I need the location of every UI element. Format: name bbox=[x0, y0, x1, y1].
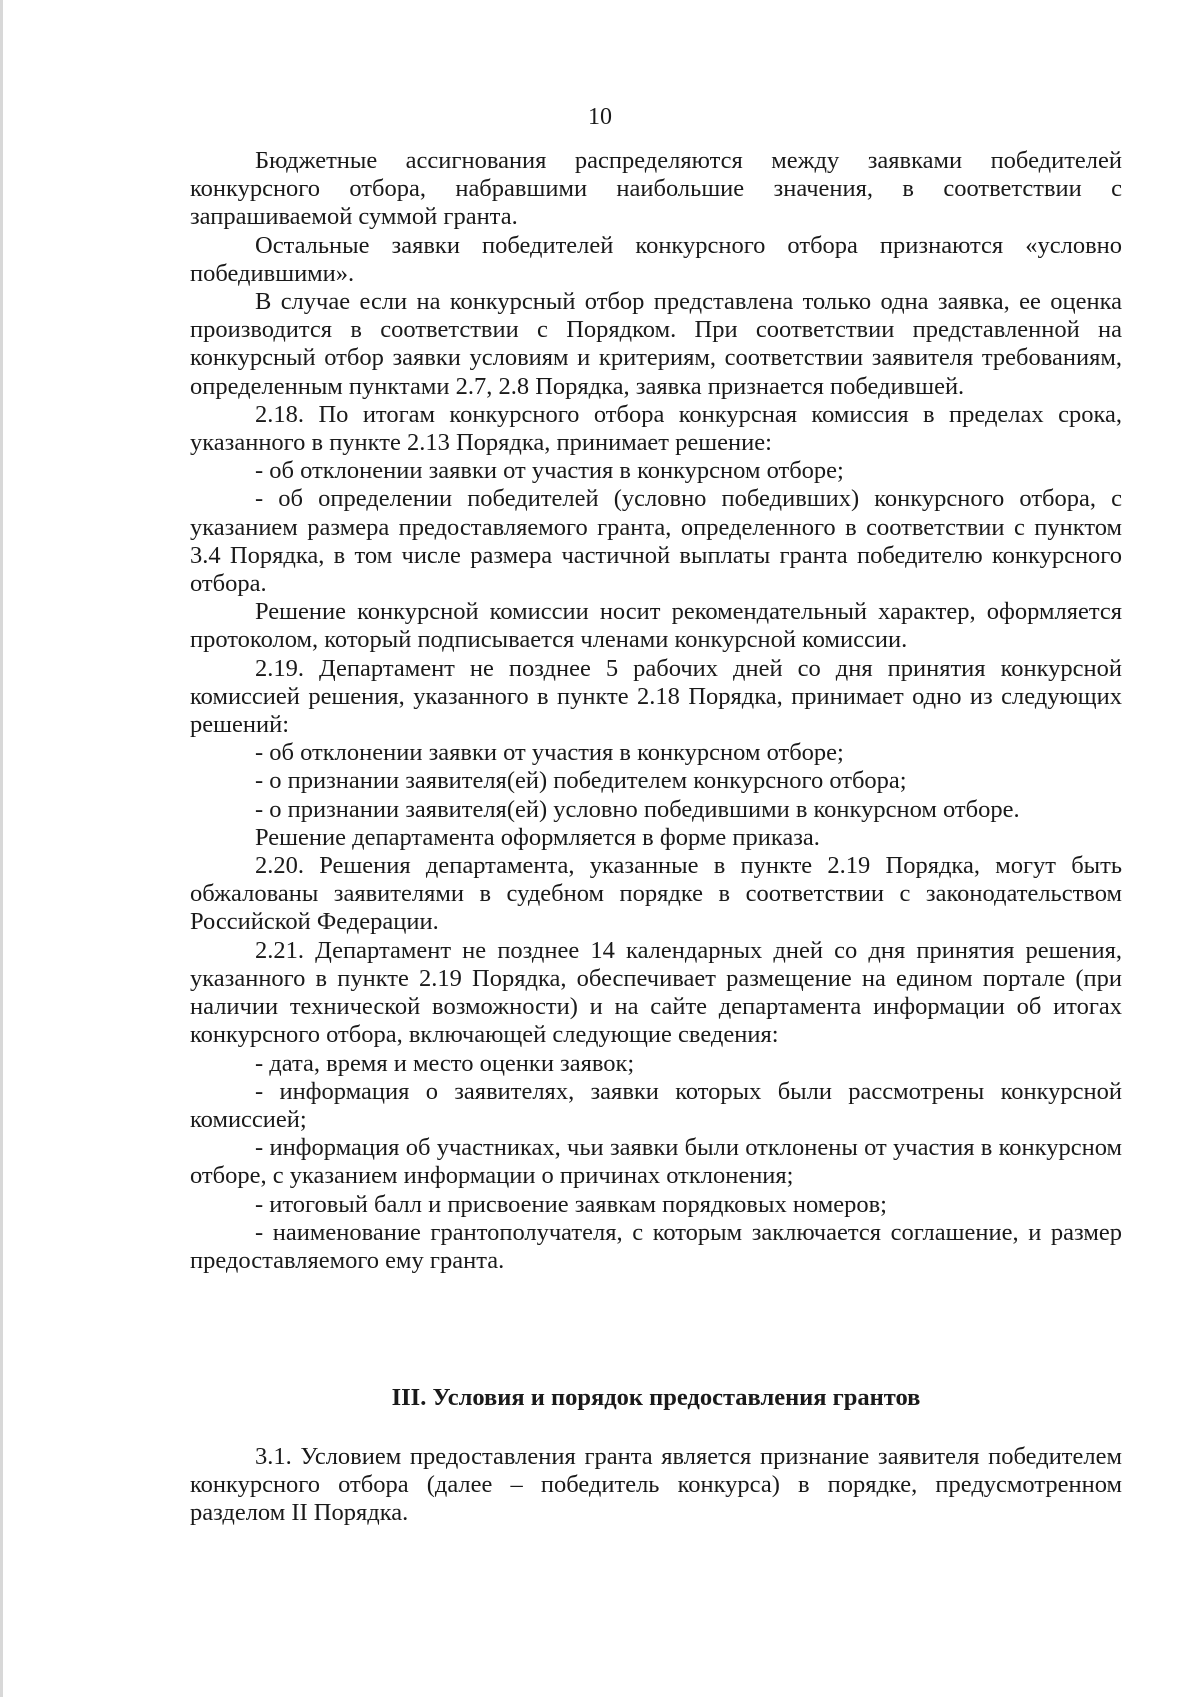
list-item: - об отклонении заявки от участия в конкурсном отборе; bbox=[255, 739, 844, 767]
document-body bbox=[190, 147, 1122, 1275]
list-item: - информация о заявителях, заявки которых были рассмотрены конкурсной комиссией; bbox=[190, 1077, 1122, 1133]
paragraph: Бюджетные ассигнования распределяются между заявками победителей конкурсного отбора, набравшими наибольшие значения, в соответствии с запрашиваемой суммой гранта. bbox=[190, 147, 1122, 231]
paragraph-item-2-20: 2.20. Решения департамента, указанные в пункте 2.19 Порядка, могут быть обжалованы заявителями в судебном порядке в соответствии с законодательством Российской Федерации. bbox=[190, 852, 1122, 936]
list-item: - итоговый балл и присвоение заявкам порядковых номеров; bbox=[255, 1190, 887, 1218]
paragraph-item-2-19: 2.19. Департамент не позднее 5 рабочих дней со дня принятия конкурсной комиссией решения, указанного в пункте 2.18 Порядка, принимает одно из следующих решений: bbox=[190, 654, 1122, 739]
section-body bbox=[190, 1443, 1122, 1528]
paragraph: Остальные заявки победителей конкурсного отбора признаются «условно победившими». bbox=[190, 231, 1122, 287]
list-item: - о признании заявителя(ей) условно победившими в конкурсном отборе. bbox=[255, 795, 1020, 823]
list-item: - информация об участниках, чьи заявки были отклонены от участия в конкурсном отборе, с указанием информации о причинах отклонения; bbox=[190, 1134, 1122, 1190]
paragraph: В случае если на конкурсный отбор представлена только одна заявка, ее оценка производится в соответствии с Порядком. При соответствии представленной на конкурсный отбор заявки условиям и критериям, соответствии заявителя требованиям, определенным пунктами 2.7, 2.8 Порядка, заявка признается победившей. bbox=[190, 288, 1122, 400]
section-heading: III. Условия и порядок предоставления грантов bbox=[391, 1384, 921, 1411]
paragraph: Решение конкурсной комиссии носит рекомендательный характер, оформляется протоколом, который подписывается членами конкурсной комиссии. bbox=[190, 598, 1122, 654]
list-item: - об отклонении заявки от участия в конкурсном отборе; bbox=[255, 457, 844, 485]
list-item: - наименование грантополучателя, с которым заключается соглашение, и размер предоставляемого ему гранта. bbox=[190, 1218, 1122, 1274]
paragraph-item-3-1: 3.1. Условием предоставления гранта является признание заявителя победителем конкурсного отбора (далее – победитель конкурса) в порядке, предусмотренном разделом II Порядка. bbox=[190, 1443, 1122, 1527]
page-edge-rule bbox=[0, 0, 3, 1697]
paragraph-item-2-18: 2.18. По итогам конкурсного отбора конкурсная комиссия в пределах срока, указанного в пункте 2.13 Порядка, принимает решение: bbox=[190, 400, 1122, 457]
list-item: - о признании заявителя(ей) победителем конкурсного отбора; bbox=[255, 767, 907, 795]
paragraph-item-2-21: 2.21. Департамент не позднее 14 календарных дней со дня принятия решения, указанного в пункте 2.19 Порядка, обеспечивает размещение на едином портале (при наличии технической возможности) и на сайте департамента информации об итогах конкурсного отбора, включающей следующие сведения: bbox=[190, 936, 1122, 1049]
page-number: 10 bbox=[588, 104, 612, 130]
paragraph: Решение департамента оформляется в форме приказа. bbox=[255, 823, 820, 851]
list-item: - дата, время и место оценки заявок; bbox=[255, 1049, 635, 1077]
list-item: - об определении победителей (условно победивших) конкурсного отбора, с указанием размера предоставляемого гранта, определенного в соответствии с пунктом 3.4 Порядка, в том числе размера частичной выплаты гранта победителю конкурсного отбора. bbox=[190, 485, 1122, 598]
